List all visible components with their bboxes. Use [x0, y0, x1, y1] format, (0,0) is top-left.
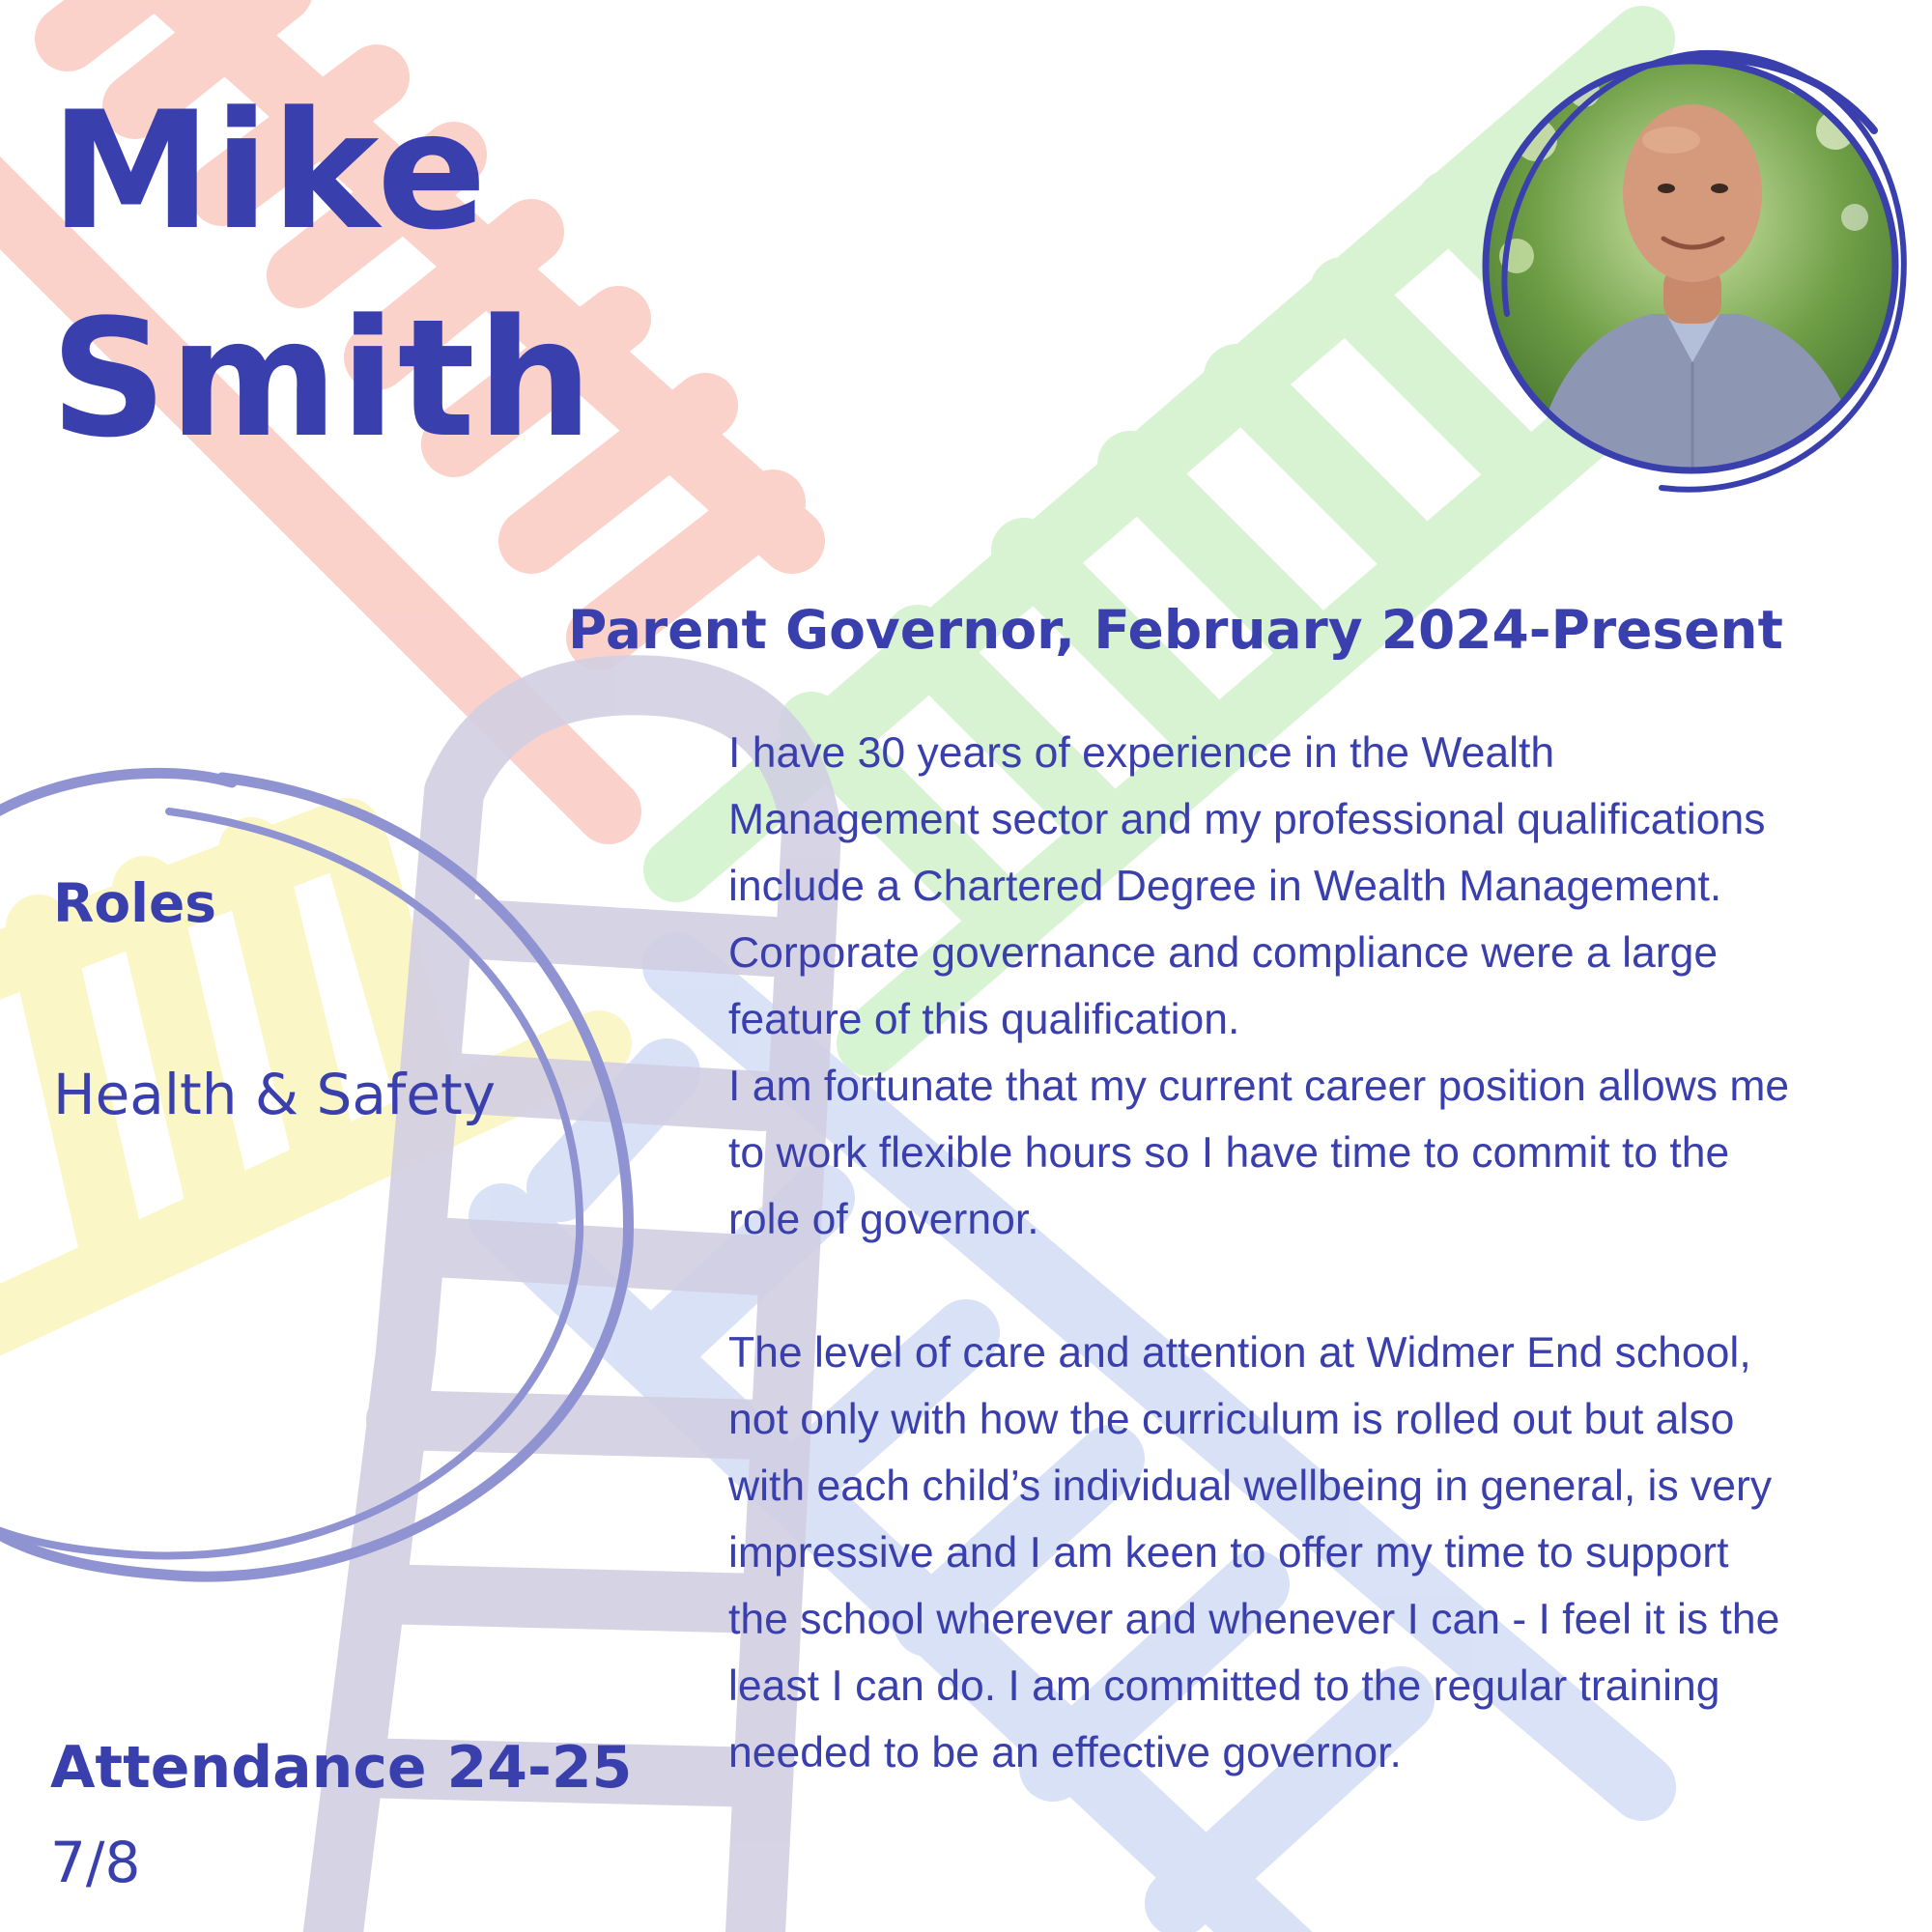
governor-name [50, 68, 595, 483]
bio-paragraph: The level of care and attention at Widmer End school, not only with how the curriculum is rolled out but also with each child’s individual wellbeing in general, is very impressive and I am keen to offer my time to support the school wherever and whenever I can - I feel it is the least I can do. I am committed to the regular training needed to be an effective governor. [728, 1329, 1780, 1776]
first-name: Mike [50, 76, 489, 266]
attendance-value: 7/8 [50, 1830, 141, 1895]
position-title: Parent Governor, February 2024-Present [568, 599, 1783, 661]
roles-heading: Roles [53, 872, 217, 934]
bio-paragraph: I have 30 years of experience in the Wealth Management sector and my professional qualifications include a Chartered Degree in Wealth Management. Corporate governance and compliance were a large feature of this qualification. I am fortunate that my current career position allows me to work flexible hours so I have time to commit to the role of governor. [728, 729, 1790, 1243]
profile-photo [1449, 24, 1932, 507]
bio-text [728, 720, 1912, 1786]
avatar [1449, 24, 1932, 507]
attendance-heading: Attendance 24-25 [50, 1734, 633, 1802]
role-item: Health & Safety [53, 1062, 497, 1127]
last-name: Smith [50, 284, 595, 473]
